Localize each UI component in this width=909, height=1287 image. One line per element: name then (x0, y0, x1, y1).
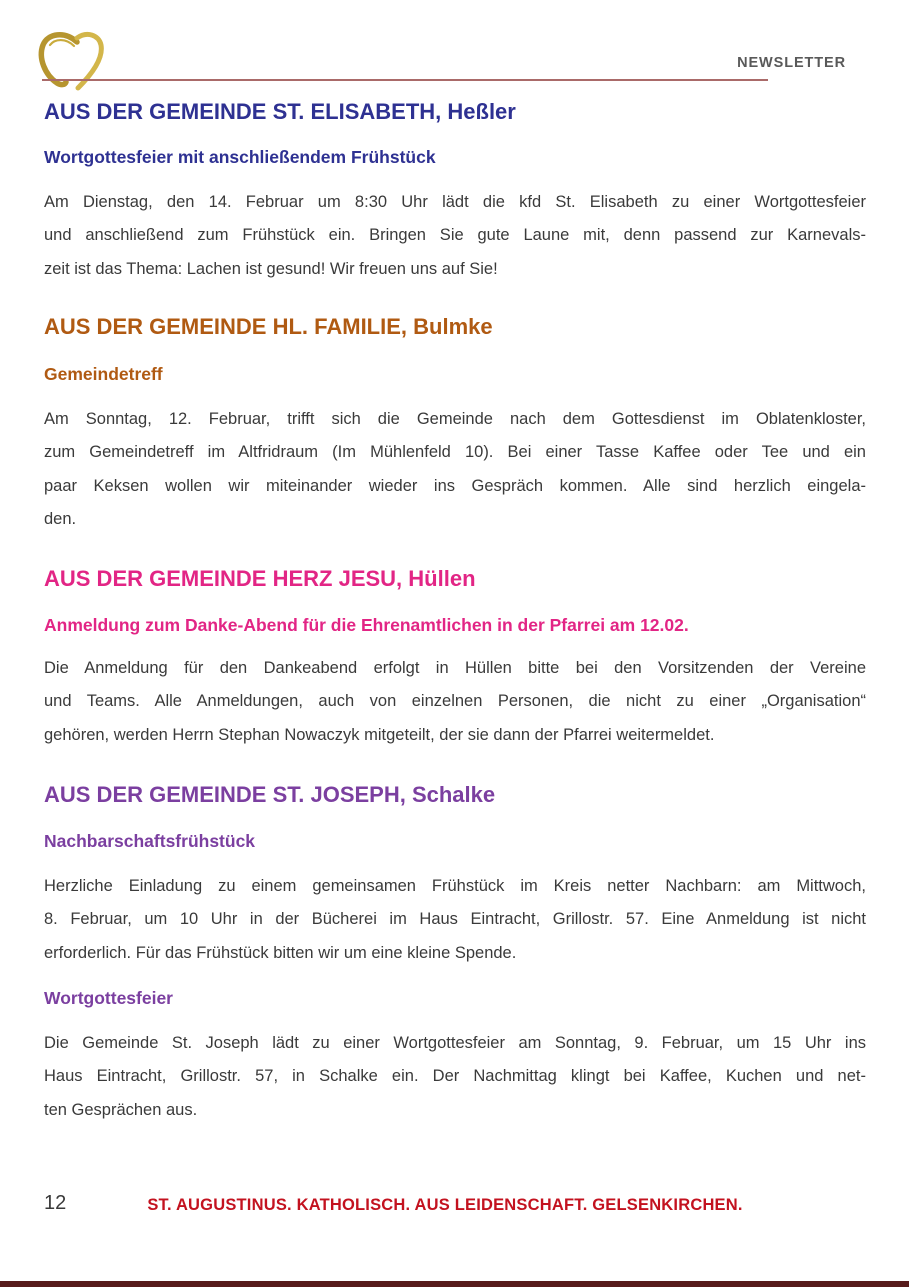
section-title-st-joseph: AUS DER GEMEINDE ST. JOSEPH, Schalke (44, 782, 496, 807)
article-subtitle-gemeindetreff: Gemeindetreff (44, 364, 163, 384)
article-subtitle-wortgottesfeier-fruehstueck: Wortgottesfeier mit anschließendem Frühstück (44, 147, 436, 167)
footer-slogan: ST. AUGUSTINUS. KATHOLISCH. AUS LEIDENSCHAFT. GELSENKIRCHEN. (147, 1196, 743, 1214)
article-body (44, 870, 866, 970)
paragraph-line: und anschließend zum Frühstück ein. Bringen Sie gute Laune mit, denn passend zur Karnevals- (44, 226, 866, 245)
paragraph-line: und Teams. Alle Anmeldungen, auch von einzelnen Personen, die nicht zu einer „Organisation“ (44, 692, 866, 711)
section-title-st-elisabeth: AUS DER GEMEINDE ST. ELISABETH, Heßler (44, 99, 516, 124)
paragraph-line: zum Gemeindetreff im Altfridraum (Im Mühlenfeld 10). Bei einer Tasse Kaffee oder Tee und ein (44, 443, 866, 462)
article-body (44, 652, 866, 752)
paragraph-line: Die Gemeinde St. Joseph lädt zu einer Wortgottesfeier am Sonntag, 9. Februar, um 15 Uhr ins (44, 1034, 866, 1052)
article-subtitle-danke-abend: Anmeldung zum Danke-Abend für die Ehrenamtlichen in der Pfarrei am 12.02. (44, 615, 689, 635)
heart-logo-icon (36, 29, 112, 91)
page-number: 12 (44, 1192, 67, 1214)
paragraph-line: gehören, werden Herrn Stephan Nowaczyk mitgeteilt, der sie dann der Pfarrei weitermeldet. (44, 725, 715, 744)
paragraph-line: Am Dienstag, den 14. Februar um 8:30 Uhr lädt die kfd St. Elisabeth zu einer Wortgottesfeier (44, 193, 866, 211)
article-subtitle-wortgottesfeier: Wortgottesfeier (44, 988, 173, 1008)
article-body (44, 403, 866, 537)
article-body (44, 1027, 866, 1127)
paragraph-line: Haus Eintracht, Grillostr. 57, in Schalke ein. Der Nachmittag klingt bei Kaffee, Kuchen und net- (44, 1067, 866, 1086)
header-rule (42, 79, 768, 81)
paragraph-line: Die Anmeldung für den Dankeabend erfolgt in Hüllen bitte bei den Vorsitzenden der Vereine (44, 659, 866, 677)
paragraph-line: paar Keksen wollen wir miteinander wieder ins Gespräch kommen. Alle sind herzlich eingela- (44, 476, 866, 495)
paragraph-line: ten Gesprächen aus. (44, 1100, 198, 1119)
bottom-bar (0, 1281, 909, 1287)
paragraph-line: erforderlich. Für das Frühstück bitten wir um eine kleine Spende. (44, 943, 517, 962)
section-title-hl-familie: AUS DER GEMEINDE HL. FAMILIE, Bulmke (44, 314, 493, 339)
paragraph-line: 8. Februar, um 10 Uhr in der Bücherei im Haus Eintracht, Grillostr. 57. Eine Anmeldung ist nicht (44, 910, 866, 929)
paragraph-line: zeit ist das Thema: Lachen ist gesund! Wir freuen uns auf Sie! (44, 259, 498, 278)
newsletter-label: NEWSLETTER (737, 55, 846, 71)
article-subtitle-nachbarschaftsfruehstueck: Nachbarschaftsfrühstück (44, 831, 256, 851)
paragraph-line: Herzliche Einladung zu einem gemeinsamen Frühstück im Kreis netter Nachbarn: am Mittwoch, (44, 877, 866, 895)
article-body (44, 186, 866, 286)
paragraph-line: den. (44, 510, 77, 529)
section-title-herz-jesu: AUS DER GEMEINDE HERZ JESU, Hüllen (44, 566, 476, 591)
paragraph-line: Am Sonntag, 12. Februar, trifft sich die Gemeinde nach dem Gottesdienst im Oblatenkloster, (44, 410, 866, 428)
